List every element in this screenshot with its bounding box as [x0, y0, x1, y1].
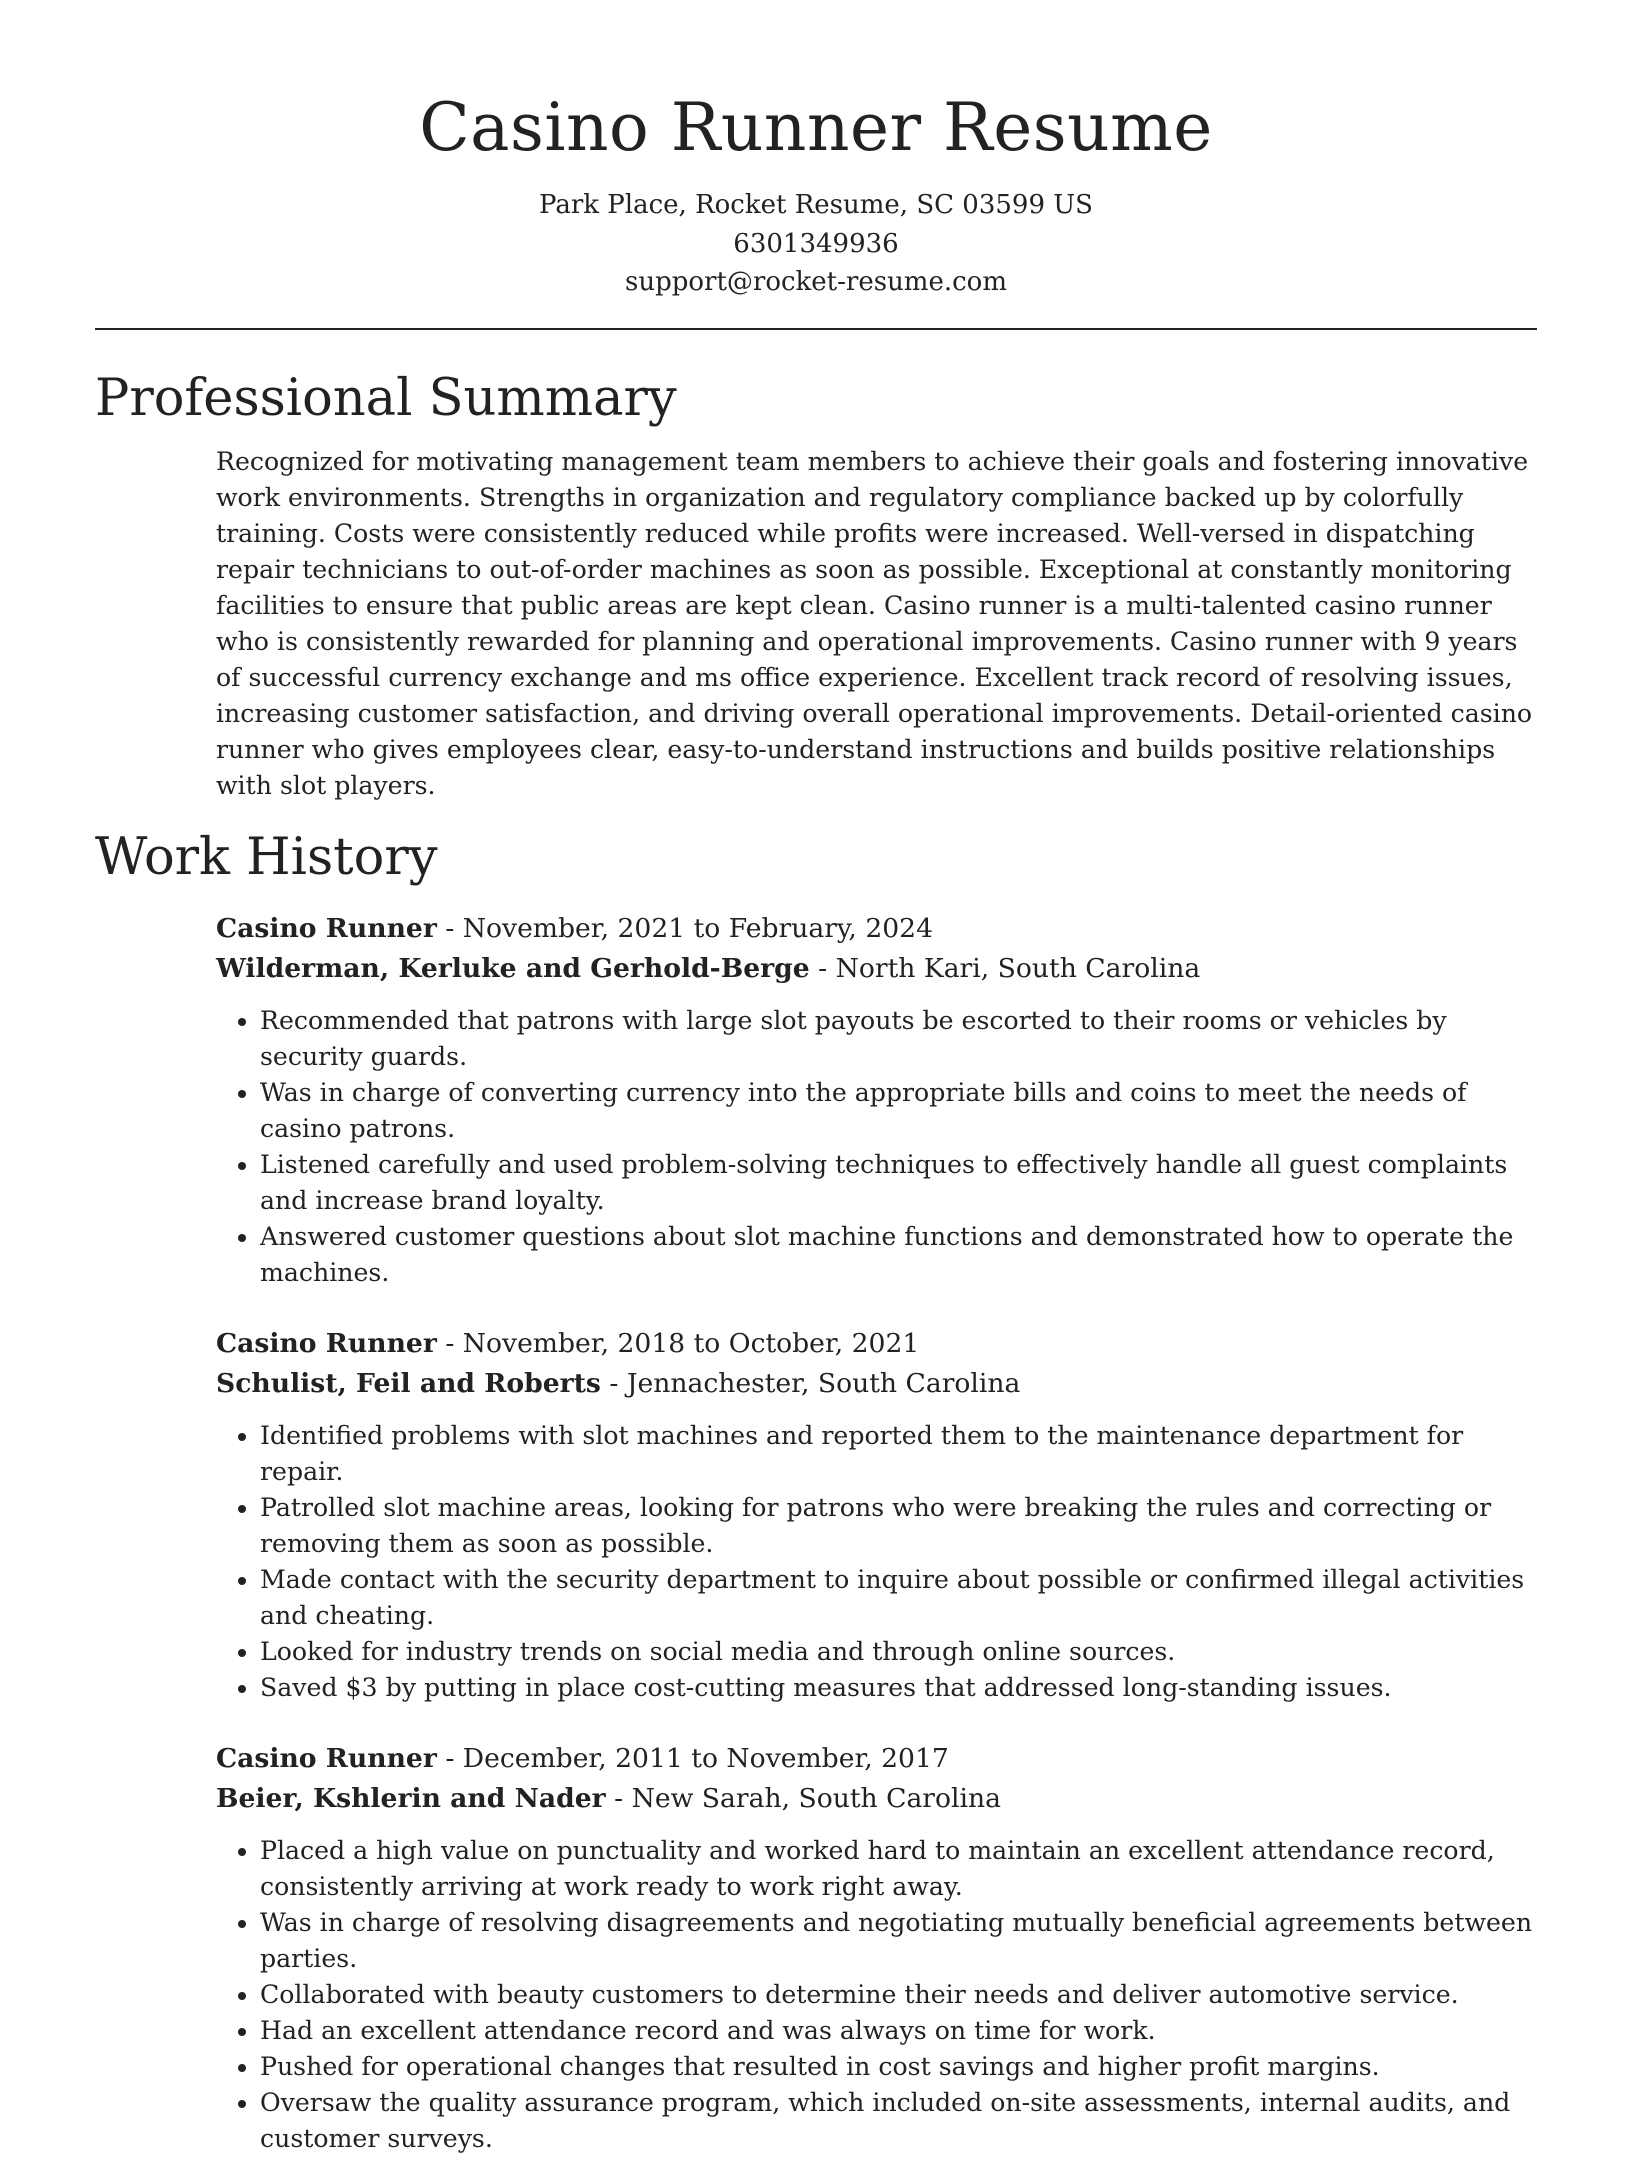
- work-history-heading: Work History: [95, 827, 438, 887]
- job-title-line: [216, 1324, 1537, 1364]
- job-bullet: • Placed a high value on punctuality and worked hard to maintain an excellent attendance record, consistently arriving at work ready to work right away.: [260, 1833, 1537, 1905]
- job-separator: -: [818, 952, 836, 984]
- job-title: Casino Runner: [216, 912, 437, 944]
- job-bullet: • Made contact with the security department to inquire about possible or confirmed illegal activities and cheating.: [260, 1562, 1537, 1634]
- job-bullet: • Had an excellent attendance record and was always on time for work.: [260, 2013, 1537, 2049]
- job-entry: [216, 1739, 1537, 2157]
- job-company: Schulist, Feil and Roberts: [216, 1367, 601, 1399]
- header-divider: [95, 328, 1537, 330]
- job-bullet: • Pushed for operational changes that resulted in cost savings and higher profit margins.: [260, 2049, 1537, 2085]
- job-title-line: [216, 1739, 1537, 1779]
- job-bullets: [216, 1833, 1537, 2157]
- job-bullet: • Identified problems with slot machines and reported them to the maintenance department for repair.: [260, 1418, 1537, 1490]
- job-bullet: • Was in charge of converting currency into the appropriate bills and coins to meet the needs of casino patrons.: [260, 1075, 1537, 1147]
- job-bullet: • Listened carefully and used problem-solving techniques to effectively handle all guest complaints and increase brand loyalty.: [260, 1147, 1537, 1219]
- job-bullets: [216, 1003, 1537, 1291]
- job-separator: -: [445, 1742, 463, 1774]
- professional-summary-section: [95, 368, 1537, 804]
- job-company-line: [216, 1364, 1537, 1404]
- job-title-line: [216, 909, 1537, 949]
- contact-block: [95, 186, 1537, 302]
- job-bullet: • Looked for industry trends on social media and through online sources.: [260, 1634, 1537, 1670]
- job-bullet: • Collaborated with beauty customers to determine their needs and deliver automotive service.: [260, 1977, 1537, 2013]
- job-location: Jennachester, South Carolina: [626, 1367, 1021, 1399]
- job-company-line: [216, 949, 1537, 989]
- job-dates: November, 2018 to October, 2021: [462, 1327, 920, 1359]
- work-history-section: [95, 827, 1537, 2157]
- contact-email: support@rocket-resume.com: [624, 267, 1007, 297]
- job-company: Beier, Kshlerin and Nader: [216, 1782, 606, 1814]
- job-bullet: • Patrolled slot machine areas, looking for patrons who were breaking the rules and correcting or removing them as soon as possible.: [260, 1490, 1537, 1562]
- resume-title: Casino Runner Resume: [419, 89, 1213, 166]
- job-bullets: [216, 1418, 1537, 1706]
- job-company-line: [216, 1779, 1537, 1819]
- job-separator: -: [445, 912, 463, 944]
- contact-address: Park Place, Rocket Resume, SC 03599 US: [539, 190, 1093, 220]
- job-bullet: • Saved $3 by putting in place cost-cutting measures that addressed long-standing issues.: [260, 1670, 1537, 1706]
- summary-heading: Professional Summary: [95, 368, 677, 428]
- job-entry: [216, 909, 1537, 1291]
- job-separator: -: [445, 1327, 463, 1359]
- job-entry: [216, 1324, 1537, 1706]
- job-bullet: • Oversaw the quality assurance program, which included on-site assessments, internal audits, and customer surveys.: [260, 2085, 1537, 2157]
- job-dates: November, 2021 to February, 2024: [462, 912, 934, 944]
- job-separator: -: [609, 1367, 627, 1399]
- job-bullet: • Was in charge of resolving disagreements and negotiating mutually beneficial agreements between parties.: [260, 1905, 1537, 1977]
- job-bullet: • Recommended that patrons with large slot payouts be escorted to their rooms or vehicles by security guards.: [260, 1003, 1537, 1075]
- job-title: Casino Runner: [216, 1327, 437, 1359]
- job-title: Casino Runner: [216, 1742, 437, 1774]
- summary-text: Recognized for motivating management team members to achieve their goals and fostering innovative work environments. Strengths in organization and regulatory compliance backed up by colorfully training. Costs were consistently reduced while profits were increased. Well-versed in dispatching repair technicians to out-of-order machines as soon as possible. Exceptional at constantly monitoring facilities to ensure that public areas are kept clean. Casino runner is a multi-talented casino runner who is consistently rewarded for planning and operational improvements. Casino runner with 9 years of successful currency exchange and ms office experience. Excellent track record of resolving issues, increasing customer satisfaction, and driving overall operational improvements. Detail-oriented casino runner who gives employees clear, easy-to-understand instructions and builds positive relationships with slot players.: [216, 446, 1533, 800]
- job-location: North Kari, South Carolina: [835, 952, 1201, 984]
- job-location: New Sarah, South Carolina: [631, 1782, 1002, 1814]
- job-separator: -: [614, 1782, 632, 1814]
- job-company: Wilderman, Kerluke and Gerhold-Berge: [216, 952, 810, 984]
- job-dates: December, 2011 to November, 2017: [462, 1742, 949, 1774]
- contact-phone: 6301349936: [733, 228, 899, 259]
- job-bullet: • Answered customer questions about slot machine functions and demonstrated how to operate the machines.: [260, 1219, 1537, 1291]
